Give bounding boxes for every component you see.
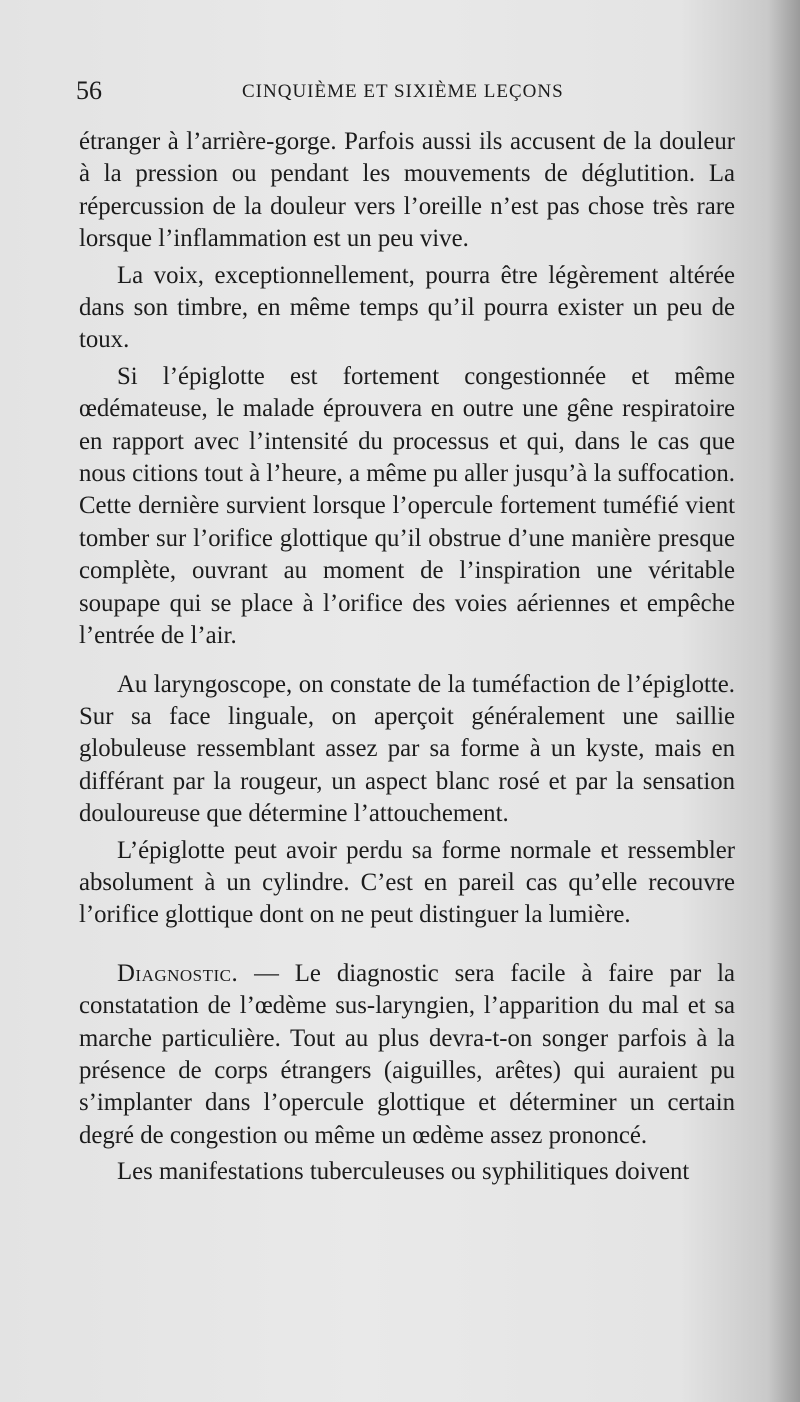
- paragraph-last-line: Les manifestations tuberculeuses ou syphilitiques doivent: [117, 1158, 690, 1186]
- paragraph-laryngoscope: Au laryngoscope, on constate de la tuméfaction de l’épiglotte. Sur sa face linguale, on aperçoit généralement une saillie globuleuse ressemblant assez par sa forme à un kyste, mais en différant par la rougeur, un aspect blanc rosé et par la sensation douloureuse que détermine l’attouchement.: [79, 670, 735, 828]
- paragraph-continuation: étranger à l’arrière-gorge. Parfois aussi ils accusent de la douleur à la pression ou pendant les mouvements de déglutition. La répercussion de la douleur vers l’oreille n’est pas chose très rare lorsque l’inflammation est un peu vive.: [79, 128, 735, 253]
- running-title: CINQUIÈME ET SIXIÈME LEÇONS: [242, 81, 564, 102]
- paragraph-voice: La voix, exceptionnellement, pourra être légèrement altérée dans son timbre, en même temps qu’il pourra exister un peu de toux.: [79, 261, 735, 354]
- paragraph-epiglottis-shape: L’épiglotte peut avoir perdu sa forme normale et ressembler absolument à un cylindre. C’est en pareil cas qu’elle recouvre l’orifice glottique dont on ne peut distinguer la lumière.: [79, 836, 735, 929]
- diagnostic-text: — Le diagnostic sera facile à faire par la constatation de l’œdème sus-laryngien, l’apparition du mal et sa marche particulière. Tout au plus devra-t-on songer parfois à la présence de corps étrangers (aiguilles, arêtes) qui auraient pu s’implanter dans l’opercule glottique et déterminer un certain degré de congestion ou même un œdème assez prononcé.: [79, 959, 735, 1149]
- diagnostic-heading: Diagnostic.: [117, 959, 239, 987]
- page-number: 56: [76, 76, 102, 105]
- paragraph-diagnostic: [79, 958, 735, 1152]
- page-header: [76, 76, 736, 106]
- paragraph-epiglottis-congestion: Si l’épiglotte est fortement congestionnée et même œdémateuse, le malade éprouvera en outre une gêne respiratoire en rapport avec l’intensité du processus et qui, dans le cas que nous citions tout à l’heure, a même pu aller jusqu’à la suffocation. Cette dernière survient lorsque l’opercule fortement tuméfié vient tomber sur l’orifice glottique qu’il obstrue d’une manière presque complète, ouvrant au moment de l’inspiration une véritable soupape qui se place à l’orifice des voies aériennes et empêche l’entrée de l’air.: [79, 362, 735, 650]
- page-body: [79, 126, 735, 1189]
